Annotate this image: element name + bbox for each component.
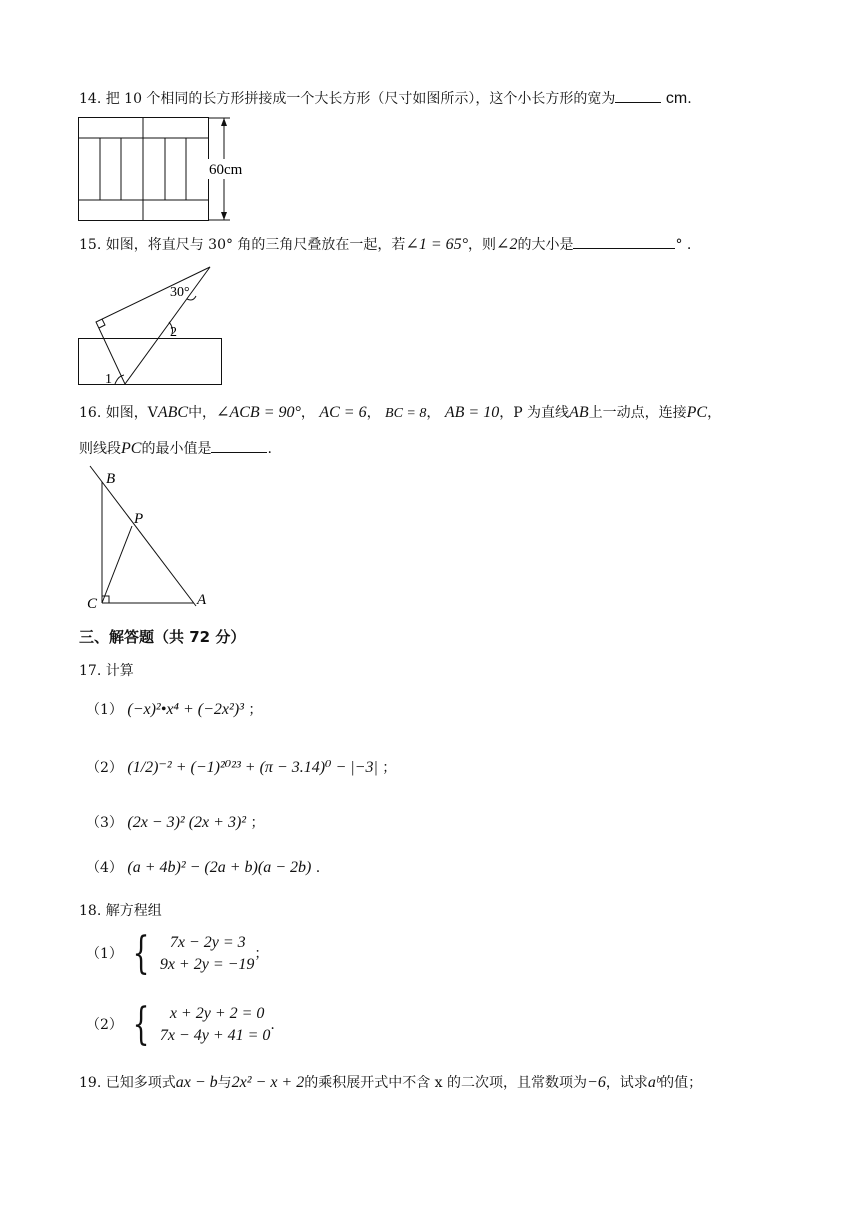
q19-poly-2: 2x² − x + 2 xyxy=(231,1074,305,1091)
q18-2-eq2: 7x − 4y + 41 = 0 xyxy=(159,1027,271,1044)
q15-label-2: 2 xyxy=(170,325,177,340)
q16-triangle: ABC xyxy=(157,404,189,421)
q14-text xyxy=(79,88,692,109)
q17-4-expr: (a + 4b)² − (2a + b)(a − 2b) xyxy=(127,859,312,876)
q15-answer-blank[interactable] xyxy=(573,234,675,249)
q18-2-eq1: x + 2y + 2 = 0 xyxy=(169,1005,265,1022)
q19-stem-e: 的值； xyxy=(660,1075,703,1091)
q16-stem-a: 如图，V xyxy=(105,405,158,421)
q16-stem-b: 中， xyxy=(188,405,217,421)
q18-2-brace: { xyxy=(132,999,150,1050)
q17-item-4 xyxy=(86,858,320,878)
q16-stem-e: 则线段 xyxy=(79,441,121,457)
q18-1-eq1: 7x − 2y = 3 xyxy=(169,934,246,951)
q16-cond-angle: ∠ACB = 90° xyxy=(216,404,301,421)
q17-item-1 xyxy=(86,700,262,720)
q18-2-equations xyxy=(160,1003,271,1047)
q16-answer-blank[interactable] xyxy=(211,438,267,453)
q17-3-expr: (2x − 3)² (2x + 3)² xyxy=(127,814,247,831)
q19-stem-c: 的乘积展开式中不含 x 的二次项，且常数项为 xyxy=(304,1075,588,1091)
q16-cond-bc: BC = 8 xyxy=(385,406,427,421)
q14-number: 14. xyxy=(79,91,102,107)
q17-item-2 xyxy=(86,758,396,778)
q15-ask: ∠2 xyxy=(496,236,518,253)
q14-stem: 把 10 个相同的长方形拼接成一个大长方形（尺寸如图所示），这个小长方形的宽为 xyxy=(105,91,616,107)
q18-1-equations xyxy=(160,932,255,976)
q18-1-label: （1） xyxy=(86,946,123,962)
q16-label-b: B xyxy=(106,471,116,487)
q16-label-a: A xyxy=(197,592,207,608)
q17-1-label: （1） xyxy=(86,702,123,718)
q18-1-eq2: 9x + 2y = −19 xyxy=(159,956,255,973)
q14-figure xyxy=(78,117,258,225)
q18-system-2 xyxy=(86,999,275,1050)
q17-1-end: ； xyxy=(248,702,263,718)
q18-2-end: . xyxy=(270,1017,275,1033)
q16-text-line2 xyxy=(79,438,272,459)
q17-4-label: （4） xyxy=(86,860,123,876)
q14-answer-blank[interactable] xyxy=(615,88,661,103)
q18-1-end: ； xyxy=(254,946,269,962)
q14-period: . xyxy=(687,91,692,107)
q17-2-end: ； xyxy=(382,760,397,776)
q15-text xyxy=(79,234,691,255)
q16-period: . xyxy=(267,441,272,457)
q17-2-label: （2） xyxy=(86,760,123,776)
q19-stem-d: ，试求 xyxy=(605,1075,648,1091)
section-3-heading: 三、解答题（共 72 分） xyxy=(79,628,246,646)
q16-stem-d: 上一动点，连接 xyxy=(588,405,687,421)
q19-number: 19. xyxy=(79,1075,102,1091)
q15-condition: ∠1 = 65° xyxy=(405,236,469,253)
q16-stem-c: P 为直线 xyxy=(513,405,570,421)
q17-4-end: . xyxy=(315,860,321,876)
q16-text-line1: 16. 如图，VABC中，∠ACB = 90°， AC = 6， BC = 8， AB = 10，P 为直线AB上一动点，连接PC， xyxy=(79,404,722,421)
q16-number: 16. xyxy=(79,405,102,421)
q14-unit: cm xyxy=(665,90,688,107)
q16-segment-pc: PC xyxy=(686,404,708,421)
q15-figure xyxy=(78,264,228,388)
q16-stem-f: 的最小值是 xyxy=(141,441,212,457)
q17-title: 17. 计算 xyxy=(79,663,134,679)
q18-system-1 xyxy=(86,928,269,979)
q17-1-expr: (−x)²•x⁴ + (−2x²)³ xyxy=(127,701,244,718)
q15-end: ° . xyxy=(675,237,692,253)
q15-stem-a: 如图，将直尺与 30° 角的三角尺叠放在一起，若 xyxy=(105,237,406,253)
q15-label-30: 30° xyxy=(170,285,190,300)
q17-3-end: ； xyxy=(250,815,265,831)
q18-1-brace: { xyxy=(132,928,150,979)
q14-figure-label: 60cm xyxy=(209,162,243,178)
q15-stem-c: 的大小是 xyxy=(517,237,574,253)
q19-text xyxy=(79,1073,702,1093)
q15-stem-b: ，则 xyxy=(468,237,497,253)
q19-power: aᵇ xyxy=(647,1074,661,1091)
q18-2-label: （2） xyxy=(86,1017,123,1033)
q16-label-c: C xyxy=(87,596,98,612)
q17-item-3 xyxy=(86,813,265,833)
q19-stem-a: 已知多项式 xyxy=(105,1075,176,1091)
q19-stem-b: 与 xyxy=(217,1075,232,1091)
q15-label-1: 1 xyxy=(105,372,112,387)
q19-poly-1: ax − b xyxy=(175,1074,218,1091)
q16-label-p: P xyxy=(134,511,144,527)
q16-figure xyxy=(84,466,214,612)
q15-number: 15. xyxy=(79,237,102,253)
q16-cond-ac: AC = 6 xyxy=(319,404,367,421)
q16-cond-ab: AB = 10 xyxy=(444,404,500,421)
q18-title: 18. 解方程组 xyxy=(79,903,162,919)
q16-line-ab: AB xyxy=(569,404,589,421)
q17-2-expr: (1/2)⁻² + (−1)²⁰²³ + (π − 3.14)⁰ − |−3| xyxy=(127,759,378,776)
q17-3-label: （3） xyxy=(86,815,123,831)
q16-segment-pc-2: PC xyxy=(121,440,142,457)
q19-constant: −6 xyxy=(587,1074,606,1091)
